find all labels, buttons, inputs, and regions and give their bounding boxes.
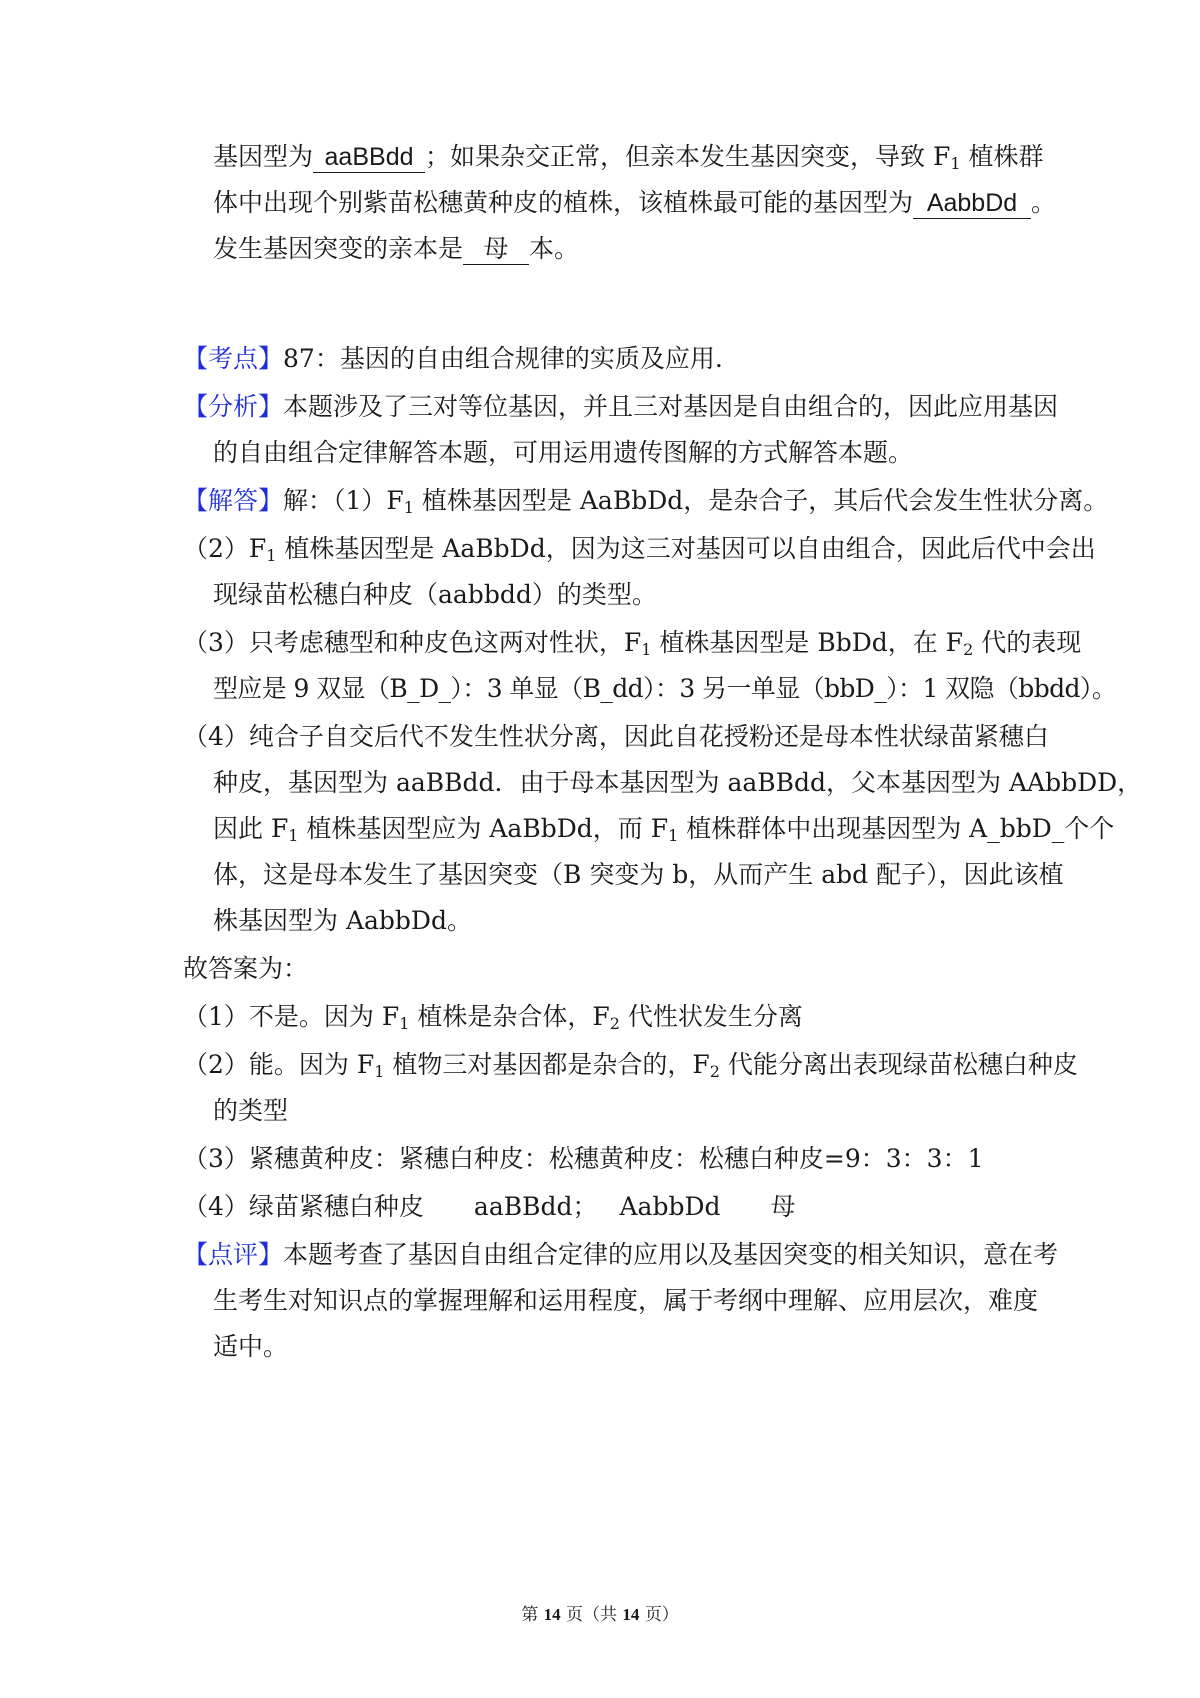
text: （4）绿苗紧穗白种皮 xyxy=(183,1192,424,1221)
kaodian-tag: 【考点】 xyxy=(183,344,284,373)
jieda-p4-line-1 xyxy=(183,720,1049,754)
kaodian-text: 87：基因的自由组合规律的实质及应用. xyxy=(283,344,723,373)
text: 本题涉及了三对等位基因，并且三对基因是自由组合的，因此应用基因 xyxy=(283,392,1059,421)
text: 代性状发生分离 xyxy=(619,1002,803,1031)
text: 母 xyxy=(770,1192,796,1221)
text: （2）能。因为 F xyxy=(183,1050,375,1079)
text: 第 xyxy=(521,1605,539,1625)
text: 体中出现个别紫苗松穗黄种皮的植株，该植株最可能的基因型为 xyxy=(213,188,914,217)
jieda-p4-line-3 xyxy=(213,812,1114,846)
subscript: 1 xyxy=(374,1062,385,1081)
subscript: 1 xyxy=(403,498,414,517)
top-line-3 xyxy=(213,232,579,266)
text: 植株基因型是 AaBbDd，是杂合子，其后代会发生性状分离。 xyxy=(413,486,1109,515)
subscript: 1 xyxy=(399,1014,410,1033)
text: 适中。 xyxy=(213,1332,289,1361)
text: 植株是杂合体，F xyxy=(409,1002,610,1031)
top-line-1 xyxy=(213,140,1043,174)
answer-3 xyxy=(183,1142,983,1176)
subscript: 2 xyxy=(709,1062,720,1081)
text: （3）只考虑穗型和种皮色这两对性状，F xyxy=(183,628,642,657)
text: 页（共 xyxy=(566,1605,617,1625)
text: 的类型 xyxy=(213,1096,289,1125)
text: 植株基因型是 AaBbDd，因为这三对基因可以自由组合，因此后代中会出 xyxy=(276,534,1096,563)
jieda-p3-line-1 xyxy=(183,626,1081,660)
text: （2）F xyxy=(183,534,267,563)
text: 种皮，基因型为 aaBBdd．由于母本基因型为 aaBBdd，父本基因型为 AAbbDD， xyxy=(213,768,1143,797)
page-number: 14 xyxy=(543,1605,561,1624)
answer-blank: aaBBdd xyxy=(313,142,425,173)
text: 页） xyxy=(644,1605,679,1625)
subscript: 2 xyxy=(963,640,974,659)
text: 植物三对基因都是杂合的，F xyxy=(384,1050,710,1079)
text: 发生基因突变的亲本是 xyxy=(213,234,464,263)
answer-1 xyxy=(183,1000,803,1034)
subscript: 2 xyxy=(609,1014,620,1033)
fenxi-line-1 xyxy=(183,390,1058,424)
text: 植株基因型应为 AaBbDd，而 F xyxy=(298,814,669,843)
subscript: 1 xyxy=(266,546,277,565)
text: 本。 xyxy=(529,234,580,263)
answer-4 xyxy=(183,1190,796,1224)
text: 。 xyxy=(1031,188,1057,217)
total-pages: 14 xyxy=(622,1605,640,1624)
text: 现绿苗松穗白种皮（aabbdd）的类型。 xyxy=(213,580,657,609)
subscript: 1 xyxy=(950,154,961,173)
answer-2-line-2 xyxy=(213,1094,288,1128)
text: AabbDd xyxy=(619,1192,721,1221)
answer-2-line-1 xyxy=(183,1048,1078,1082)
text: （3）紧穗黄种皮：紧穗白种皮：松穗黄种皮：松穗白种皮=9：3：3：1 xyxy=(183,1144,984,1173)
text: 代的表现 xyxy=(973,628,1082,657)
jieda-tag: 【解答】 xyxy=(183,486,284,515)
text: aaBBdd； xyxy=(473,1192,598,1221)
dianping-line-1 xyxy=(183,1238,1058,1272)
text: 型应是 9 双显（B_D_）：3 单显（B_dd）：3 另一单显（bbD_）：1 双隐（bbdd）。 xyxy=(213,674,1117,703)
jieda-p2-line-2 xyxy=(213,578,657,612)
answer-blank: AabbDd xyxy=(913,188,1031,219)
text: 植株基因型是 BbDd，在 F xyxy=(651,628,964,657)
page-footer xyxy=(0,1600,1200,1625)
text: 生考生对知识点的掌握理解和运用程度，属于考纲中理解、应用层次，难度 xyxy=(213,1286,1039,1315)
text: 基因型为 xyxy=(213,142,314,171)
text: 本题考查了基因自由组合定律的应用以及基因突变的相关知识，意在考 xyxy=(283,1240,1059,1269)
jieda-p4-line-2 xyxy=(213,766,1142,800)
text: 因此 F xyxy=(213,814,289,843)
fenxi-line-2 xyxy=(213,436,913,470)
text: 解：（1）F xyxy=(283,486,404,515)
text: 植株群体中出现基因型为 A_bbD_个个 xyxy=(678,814,1115,843)
text: 故答案为： xyxy=(183,954,309,983)
text: 植株群 xyxy=(960,142,1044,171)
answer-blank: 母 xyxy=(463,234,529,265)
text: （1）不是。因为 F xyxy=(183,1002,400,1031)
answer-heading xyxy=(183,952,308,986)
dianping-line-2 xyxy=(213,1284,1038,1318)
text: 体，这是母本发生了基因突变（B 突变为 b，从而产生 abd 配子），因此该植 xyxy=(213,860,1064,889)
text: 株基因型为 AabbDd。 xyxy=(213,906,472,935)
jieda-p4-line-5 xyxy=(213,904,472,938)
text: 代能分离出表现绿苗松穗白种皮 xyxy=(719,1050,1078,1079)
fenxi-tag: 【分析】 xyxy=(183,392,284,421)
text: 的自由组合定律解答本题，可用运用遗传图解的方式解答本题。 xyxy=(213,438,914,467)
jieda-p3-line-2 xyxy=(213,672,1116,706)
jieda-line-1 xyxy=(183,484,1108,518)
dianping-line-3 xyxy=(213,1330,288,1364)
jieda-p4-line-4 xyxy=(213,858,1064,892)
subscript: 1 xyxy=(288,826,299,845)
text: ；如果杂交正常，但亲本发生基因突变，导致 F xyxy=(425,142,951,171)
jieda-p2-line-1 xyxy=(183,532,1096,566)
dianping-tag: 【点评】 xyxy=(183,1240,284,1269)
kaodian-line xyxy=(183,342,723,376)
subscript: 1 xyxy=(641,640,652,659)
text: （4）纯合子自交后代不发生性状分离，因此自花授粉还是母本性状绿苗紧穗白 xyxy=(183,722,1049,751)
top-line-2 xyxy=(213,186,1056,220)
subscript: 1 xyxy=(668,826,679,845)
